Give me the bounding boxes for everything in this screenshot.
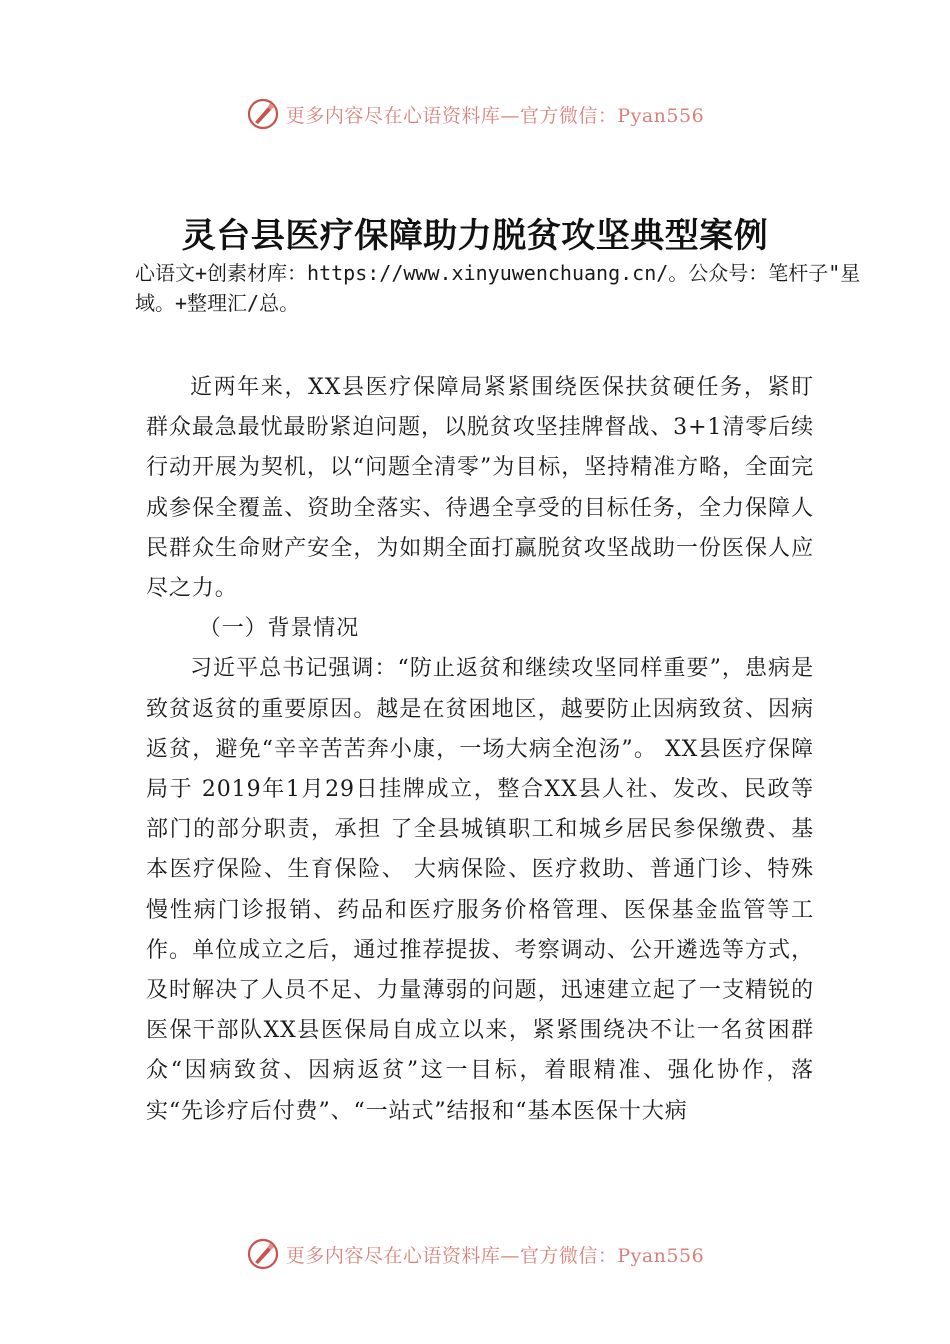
footer-banner (0, 1232, 950, 1276)
header-banner (0, 92, 950, 136)
banner-text: 更多内容尽在心语资料库—官方微信：Pyan556 (285, 1244, 705, 1267)
pen-circle-logo-icon (246, 97, 280, 131)
paragraph-intro: 近两年来，XX县医疗保障局紧紧围绕医保扶贫硬任务，紧盯群众最急最忧最盼紧迫问题，以脱贫攻坚挂牌督战、3+1清零后续行动开展为契机，以“问题全清零”为目标，坚持精准方略，全面完成参保全覆盖、资助全落实、待遇全享受的目标任务，全力保障人民群众生命财产安全，为如期全面打赢脱贫攻坚战助一份医保人应尽之力。 (146, 375, 814, 602)
document-body (146, 368, 814, 1132)
section-heading-background: （一）背景情况 (198, 616, 360, 642)
source-note: 心语文+创素材库：https://www.xinyuwenchuang.cn/。公众号：笔杆子"星域。+整理汇/总。 (135, 261, 861, 315)
pen-circle-logo-icon (246, 1237, 280, 1271)
document-title: 灵台县医疗保障助力脱贫攻坚典型案例 (181, 216, 769, 256)
banner-text: 更多内容尽在心语资料库—官方微信：Pyan556 (285, 104, 705, 127)
paragraph-background: 习近平总书记强调：“防止返贫和继续攻坚同样重要”，患病是致贫返贫的重要原因。越是在贫困地区，越要防止因病致贫、因病返贫，避免“辛辛苦苦奔小康，一场大病全泡汤”。 XX县医疗保障局于 2019年1月29日挂牌成立，整合XX县人社、发改、民政等部门的部分职责，承担 了全县城镇职工和城乡居民参保缴费、基本医疗保险、生育保险、 大病保险、医疗救助、普通门诊、特殊慢性病门诊报销、药品和医疗服务价格管理、医保基金监管等工作。单位成立之后，通过推荐提拔、考察调动、公开遴选等方式，及时解决了人员不足、力量薄弱的问题，迅速建立起了一支精锐的医保干部队XX县医保局自成立以来，紧紧围绕决不让一名贫困群众“因病致贫、因病返贫”这一目标，着眼精准、强化协作，落实“先诊疗后付费”、“一站式”结报和“基本医保十大病 (146, 656, 814, 1124)
